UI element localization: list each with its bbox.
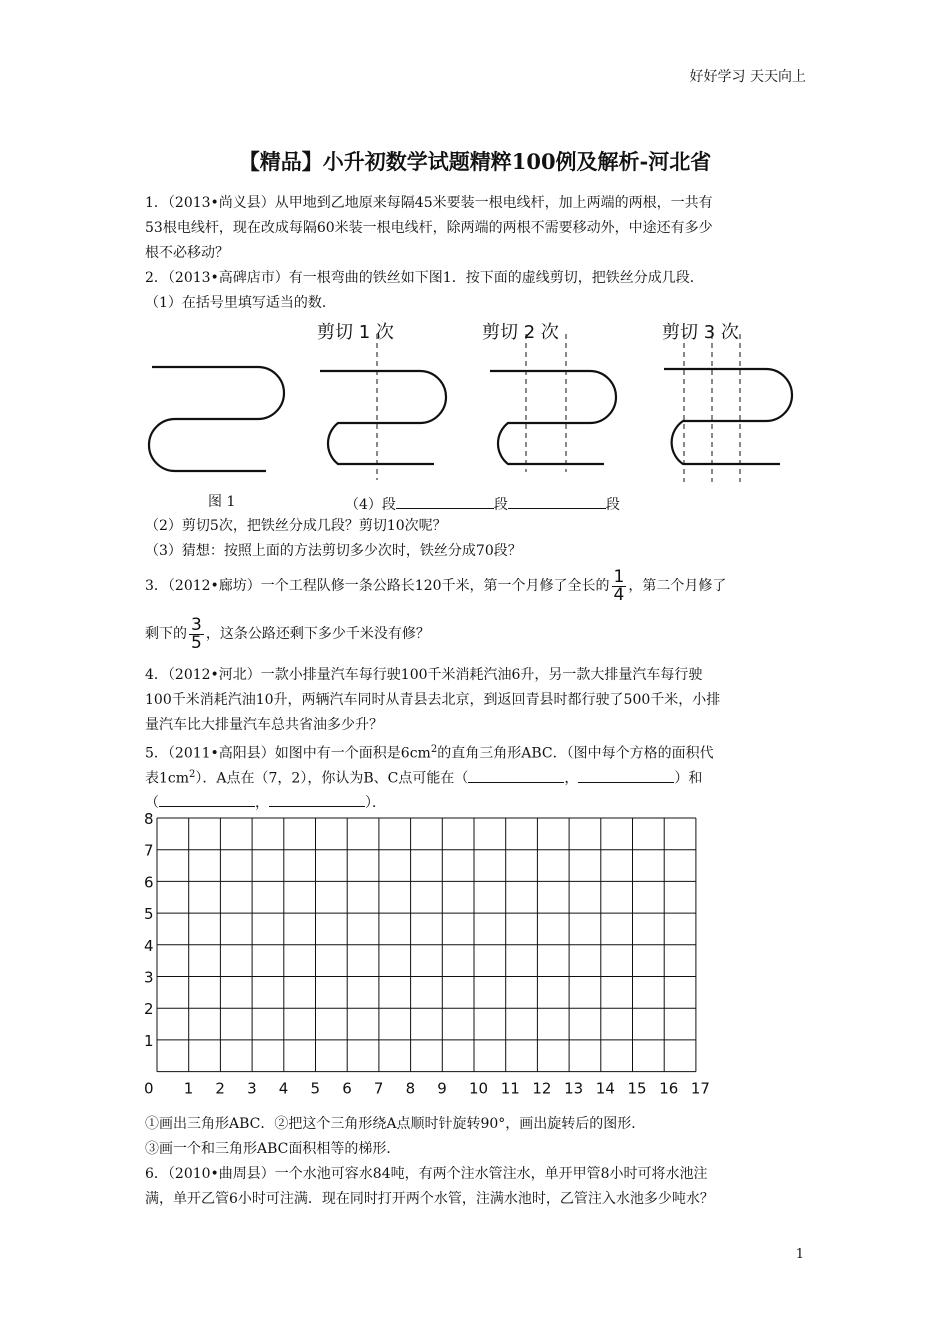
q3-text-a: 3．（2012•廊坊）一个工程队修一条公路长120千米，第一个月修了全长的 [145, 578, 610, 594]
grid-x-label: 10 [469, 1079, 489, 1098]
fraction-numerator: 3 [191, 614, 202, 635]
q3-text-d: ，这条公路还剩下多少千米没有修？ [205, 626, 430, 642]
answer-prefix: （4）段 [345, 497, 396, 513]
fraction-three-fifths [189, 614, 204, 653]
fraction-denominator: 5 [191, 632, 202, 653]
fraction-one-quarter [612, 566, 627, 605]
q5-text-c: 表1cm [145, 770, 190, 787]
q5-text-a: 5．（2011•高阳县）如图中有一个面积是6cm [145, 745, 431, 762]
coordinate-grid [140, 812, 710, 1108]
q3-text-b: ，第二个月修了 [628, 578, 727, 594]
grid-y-label: 4 [144, 936, 154, 955]
q3-text-c: 剩下的 [145, 626, 187, 642]
q2-sub1: （1）在括号里填写适当的数． [145, 295, 336, 311]
point-b-blank[interactable] [468, 766, 564, 783]
q5-text-e: ）和 [674, 770, 703, 787]
fraction-numerator: 1 [613, 566, 625, 587]
grid-x-label: 5 [310, 1079, 321, 1098]
grid-x-label: 0 [144, 1079, 154, 1098]
grid-x-label: 13 [564, 1079, 584, 1098]
point-b-blank[interactable] [578, 766, 674, 783]
q5-line2 [145, 765, 702, 789]
q2-sub2: （2）剪切5次，把铁丝分成几段？剪切10次呢？ [145, 518, 447, 534]
answer-end: 段 [605, 497, 620, 513]
page-header: 好好学习 天天向上 [689, 69, 806, 85]
q5-comma: ， [564, 770, 579, 787]
page-number: 1 [795, 1247, 804, 1262]
q4-line3: 量汽车比大排量汽车总共省油多少升？ [145, 717, 383, 733]
q5-text-g: ）． [365, 795, 386, 811]
q5-text-b: 的直角三角形ABC．（图中每个方格的面积代 [437, 745, 714, 762]
wire-figure-3 [490, 371, 616, 464]
q2-line1: 2．（2013•高碑店市）有一根弯曲的铁丝如下图1．按下面的虚线剪切，把铁丝分成几段． [145, 270, 704, 286]
grid-y-label: 5 [144, 905, 154, 924]
grid-x-label: 17 [690, 1079, 710, 1098]
grid-x-label: 12 [532, 1079, 552, 1098]
q3-line1 [145, 567, 726, 605]
grid-y-label: 2 [144, 1000, 154, 1019]
grid-y-label: 1 [144, 1031, 154, 1050]
q5-line1 [145, 740, 714, 764]
answer-mid: 段 [493, 497, 508, 513]
grid-x-label: 4 [278, 1079, 289, 1098]
cut-label-1: 剪切 1 次 [317, 322, 394, 343]
grid-x-label: 8 [405, 1079, 416, 1098]
grid-y-label: 8 [144, 812, 154, 828]
q5-task1: ①画出三角形ABC．②把这个三角形绕A点顺时针旋转90°，画出旋转后的图形． [145, 1116, 646, 1132]
q5-text-d: ）．A点在（7，2），你认为B、C点可能在（ [195, 770, 469, 787]
q4-line1: 4．（2012•河北）一款小排量汽车每行驶100千米消耗汽油6升，另一款大排量汽车每行驶 [145, 667, 703, 683]
point-c-blank[interactable] [159, 790, 255, 807]
q1-line3: 根不必移动？ [145, 245, 229, 261]
grid-x-label: 3 [247, 1079, 257, 1098]
grid-x-label: 15 [627, 1079, 647, 1098]
answer-blank[interactable] [508, 492, 606, 509]
figure-1-caption: 图 1 [208, 494, 236, 510]
q6-line1: 6．（2010•曲周县）一个水池可容水84吨，有两个注水管注水，单开甲管8小时可将水池注 [145, 1166, 708, 1182]
q5-line3 [145, 790, 386, 813]
grid-x-label: 7 [373, 1079, 384, 1098]
grid-x-label: 1 [183, 1079, 194, 1098]
point-c-blank[interactable] [269, 790, 365, 807]
cut-label-2: 剪切 2 次 [482, 322, 559, 343]
q5-task2: ③画一个和三角形ABC面积相等的梯形． [145, 1141, 401, 1157]
q4-line2: 100千米消耗汽油10升，两辆汽车同时从青县去北京，到返回青县时都行驶了500千米，小排 [145, 692, 721, 708]
grid-x-label: 11 [500, 1079, 520, 1098]
q5-comma: ， [255, 795, 269, 811]
grid-x-label: 9 [437, 1079, 447, 1098]
answer-blank[interactable] [396, 492, 494, 509]
q3-line2 [145, 615, 430, 653]
page-title: 【精品】小升初数学试题精粹100例及解析-河北省 [238, 149, 712, 174]
q1-line1: 1．（2013•尚义县）从甲地到乙地原来每隔45米要装一根电线杆，加上两端的两根，一共有 [145, 195, 713, 211]
grid-y-label: 6 [144, 873, 154, 892]
q5-text-f: （ [145, 795, 159, 811]
wire-figure-4 [664, 369, 792, 464]
grid-x-label: 6 [342, 1079, 352, 1098]
q2-answer-line [345, 492, 620, 515]
grid-x-label: 2 [215, 1079, 225, 1098]
fraction-denominator: 4 [613, 584, 625, 605]
q6-line2: 满，单开乙管6小时可注满．现在同时打开两个水管，注满水池时，乙管注入水池多少吨水？ [145, 1191, 714, 1207]
grid-x-label: 14 [595, 1079, 615, 1098]
cut-label-3: 剪切 3 次 [662, 322, 739, 343]
grid-y-label: 3 [144, 968, 154, 987]
wire-figure-1 [149, 367, 284, 471]
grid-x-label: 16 [659, 1079, 679, 1098]
q1-line2: 53根电线杆，现在改成每隔60米装一根电线杆，除两端的两根不需要移动外，中途还有多少 [145, 220, 713, 236]
wire-figure-2 [320, 371, 446, 464]
q5-superscript: 2 [189, 769, 196, 780]
q2-sub3: （3）猜想：按照上面的方法剪切多少次时，铁丝分成70段？ [145, 543, 522, 559]
grid-y-label: 7 [144, 841, 154, 860]
q5-superscript: 2 [430, 744, 438, 755]
